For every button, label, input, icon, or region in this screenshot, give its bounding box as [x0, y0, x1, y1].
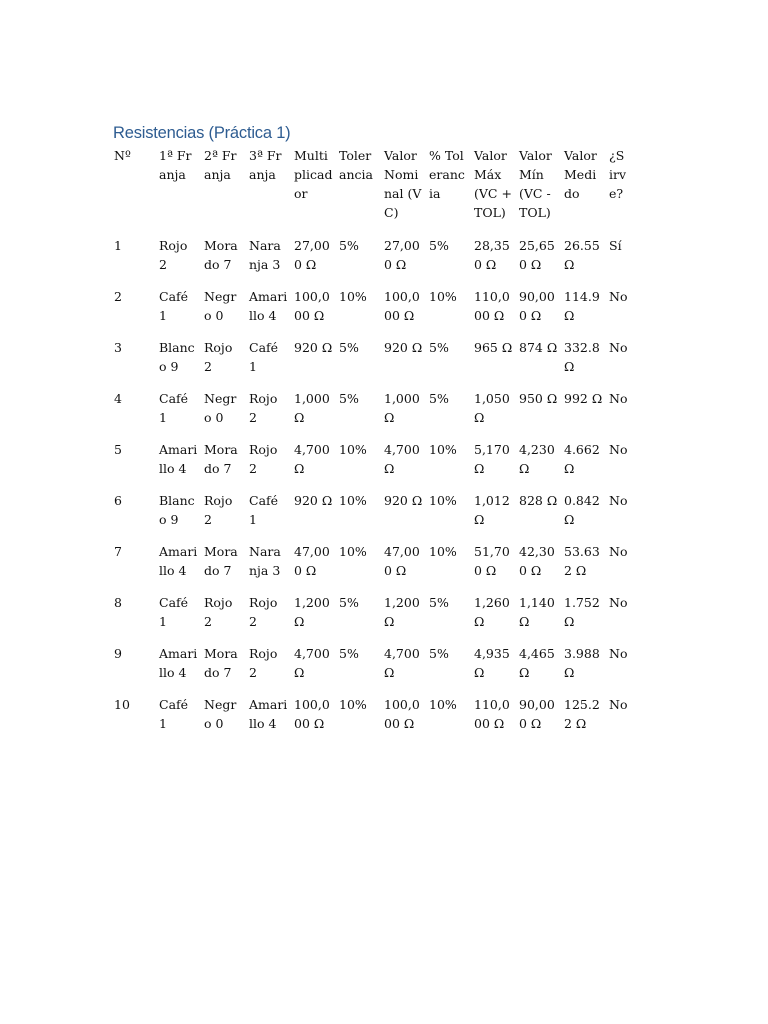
table-row — [110, 491, 630, 542]
cell-number: 5 — [114, 442, 122, 457]
table-row — [110, 695, 630, 746]
cell-measured-value: 53.632 Ω — [564, 544, 600, 578]
cell-band-2: Negro 0 — [204, 391, 237, 425]
cell-max-value: 51,700 Ω — [474, 544, 510, 578]
cell-band-3: Café 1 — [249, 493, 279, 527]
cell-band-3: Amarillo 4 — [249, 697, 288, 731]
cell-usable: No — [609, 595, 628, 610]
cell-nominal-value: 27,000 Ω — [384, 238, 420, 272]
table-row — [110, 593, 630, 644]
col-header-multiplier: Multiplicador — [294, 148, 333, 201]
cell-tolerance-percent: 10% — [429, 697, 457, 712]
cell-multiplier: 1,200 Ω — [294, 595, 330, 629]
cell-min-value: 1,140 Ω — [519, 595, 555, 629]
col-header-usable: ¿Sirve? — [609, 148, 627, 201]
cell-max-value: 1,050 Ω — [474, 391, 510, 425]
cell-multiplier: 100,000 Ω — [294, 289, 330, 323]
col-header-tolerance: Tolerancia — [339, 148, 373, 182]
col-header-tolerance-percent: % Tolerancia — [429, 148, 465, 201]
table-row — [110, 236, 630, 287]
cell-number: 6 — [114, 493, 122, 508]
cell-min-value: 90,000 Ω — [519, 289, 555, 323]
cell-measured-value: 114.9 Ω — [564, 289, 600, 323]
cell-usable: No — [609, 289, 628, 304]
cell-measured-value: 332.8 Ω — [564, 340, 600, 374]
cell-measured-value: 992 Ω — [564, 391, 603, 406]
cell-band-2: Rojo 2 — [204, 493, 233, 527]
cell-tolerance: 5% — [339, 595, 359, 610]
cell-usable: Sí — [609, 238, 622, 253]
cell-tolerance-percent: 5% — [429, 340, 449, 355]
page-title: Resistencias (Práctica 1) — [113, 124, 291, 142]
cell-measured-value: 3.988 Ω — [564, 646, 600, 680]
cell-band-1: Amarillo 4 — [159, 544, 198, 578]
cell-measured-value: 1.752 Ω — [564, 595, 600, 629]
cell-tolerance-percent: 5% — [429, 595, 449, 610]
cell-max-value: 1,012 Ω — [474, 493, 510, 527]
cell-band-2: Morado 7 — [204, 238, 238, 272]
cell-multiplier: 100,000 Ω — [294, 697, 330, 731]
resistors-table — [110, 146, 630, 746]
cell-multiplier: 920 Ω — [294, 340, 333, 355]
cell-band-1: Blanco 9 — [159, 493, 195, 527]
cell-measured-value: 0.842 Ω — [564, 493, 600, 527]
cell-min-value: 828 Ω — [519, 493, 558, 508]
cell-tolerance-percent: 5% — [429, 646, 449, 661]
cell-band-3: Naranja 3 — [249, 544, 281, 578]
cell-tolerance: 5% — [339, 646, 359, 661]
table-row — [110, 287, 630, 338]
cell-number: 4 — [114, 391, 122, 406]
cell-band-2: Negro 0 — [204, 697, 237, 731]
cell-usable: No — [609, 646, 628, 661]
cell-max-value: 110,000 Ω — [474, 697, 510, 731]
cell-usable: No — [609, 493, 628, 508]
cell-nominal-value: 47,000 Ω — [384, 544, 420, 578]
table-row — [110, 440, 630, 491]
cell-measured-value: 26.55 Ω — [564, 238, 600, 272]
cell-band-1: Café 1 — [159, 289, 189, 323]
cell-multiplier: 47,000 Ω — [294, 544, 330, 578]
cell-multiplier: 27,000 Ω — [294, 238, 330, 272]
table-header-row — [110, 146, 630, 236]
cell-max-value: 28,350 Ω — [474, 238, 510, 272]
cell-multiplier: 4,700 Ω — [294, 646, 330, 680]
cell-multiplier: 4,700 Ω — [294, 442, 330, 476]
col-header-max-value: Valor Máx (VC + TOL) — [474, 148, 512, 220]
cell-band-2: Morado 7 — [204, 442, 238, 476]
cell-tolerance-percent: 10% — [429, 442, 457, 457]
col-header-band-2: 2ª Franja — [204, 148, 237, 182]
cell-usable: No — [609, 544, 628, 559]
col-header-min-value: Valor Mín (VC - TOL) — [519, 148, 552, 220]
cell-band-3: Amarillo 4 — [249, 289, 288, 323]
cell-nominal-value: 1,000 Ω — [384, 391, 420, 425]
cell-nominal-value: 920 Ω — [384, 340, 423, 355]
cell-band-2: Morado 7 — [204, 646, 238, 680]
cell-band-1: Blanco 9 — [159, 340, 195, 374]
cell-min-value: 25,650 Ω — [519, 238, 555, 272]
cell-tolerance: 10% — [339, 544, 367, 559]
cell-number: 7 — [114, 544, 122, 559]
cell-band-1: Amarillo 4 — [159, 646, 198, 680]
cell-tolerance-percent: 10% — [429, 544, 457, 559]
cell-nominal-value: 920 Ω — [384, 493, 423, 508]
cell-tolerance-percent: 10% — [429, 493, 457, 508]
cell-band-1: Rojo 2 — [159, 238, 188, 272]
cell-min-value: 4,230 Ω — [519, 442, 555, 476]
cell-number: 10 — [114, 697, 130, 712]
cell-max-value: 965 Ω — [474, 340, 513, 355]
cell-nominal-value: 4,700 Ω — [384, 442, 420, 476]
cell-number: 8 — [114, 595, 122, 610]
cell-band-2: Rojo 2 — [204, 340, 233, 374]
cell-min-value: 42,300 Ω — [519, 544, 555, 578]
cell-number: 2 — [114, 289, 122, 304]
col-header-band-3: 3ª Franja — [249, 148, 282, 182]
cell-band-3: Rojo 2 — [249, 442, 278, 476]
cell-measured-value: 4.662 Ω — [564, 442, 600, 476]
table-row — [110, 389, 630, 440]
cell-max-value: 5,170 Ω — [474, 442, 510, 476]
cell-band-2: Morado 7 — [204, 544, 238, 578]
cell-band-2: Negro 0 — [204, 289, 237, 323]
cell-max-value: 4,935 Ω — [474, 646, 510, 680]
cell-tolerance-percent: 10% — [429, 289, 457, 304]
cell-band-3: Rojo 2 — [249, 595, 278, 629]
cell-number: 3 — [114, 340, 122, 355]
cell-nominal-value: 100,000 Ω — [384, 697, 420, 731]
cell-band-1: Café 1 — [159, 391, 189, 425]
cell-tolerance: 5% — [339, 391, 359, 406]
cell-band-3: Café 1 — [249, 340, 279, 374]
cell-band-1: Café 1 — [159, 595, 189, 629]
cell-max-value: 110,000 Ω — [474, 289, 510, 323]
cell-usable: No — [609, 391, 628, 406]
cell-tolerance-percent: 5% — [429, 391, 449, 406]
cell-band-3: Rojo 2 — [249, 391, 278, 425]
cell-nominal-value: 1,200 Ω — [384, 595, 420, 629]
cell-band-1: Amarillo 4 — [159, 442, 198, 476]
cell-tolerance: 10% — [339, 442, 367, 457]
cell-usable: No — [609, 697, 628, 712]
cell-tolerance: 10% — [339, 289, 367, 304]
cell-tolerance: 10% — [339, 493, 367, 508]
cell-min-value: 4,465 Ω — [519, 646, 555, 680]
cell-tolerance: 5% — [339, 340, 359, 355]
cell-band-3: Rojo 2 — [249, 646, 278, 680]
cell-tolerance-percent: 5% — [429, 238, 449, 253]
col-header-number: Nº — [114, 148, 131, 163]
cell-measured-value: 125.22 Ω — [564, 697, 600, 731]
cell-number: 9 — [114, 646, 122, 661]
cell-min-value: 90,000 Ω — [519, 697, 555, 731]
cell-min-value: 874 Ω — [519, 340, 558, 355]
cell-number: 1 — [114, 238, 122, 253]
cell-band-1: Café 1 — [159, 697, 189, 731]
table-row — [110, 338, 630, 389]
cell-min-value: 950 Ω — [519, 391, 558, 406]
cell-tolerance: 10% — [339, 697, 367, 712]
col-header-band-1: 1ª Franja — [159, 148, 192, 182]
table-row — [110, 542, 630, 593]
cell-band-3: Naranja 3 — [249, 238, 281, 272]
cell-multiplier: 920 Ω — [294, 493, 333, 508]
cell-band-2: Rojo 2 — [204, 595, 233, 629]
table-row — [110, 644, 630, 695]
cell-usable: No — [609, 340, 628, 355]
cell-nominal-value: 100,000 Ω — [384, 289, 420, 323]
cell-usable: No — [609, 442, 628, 457]
cell-multiplier: 1,000 Ω — [294, 391, 330, 425]
col-header-measured-value: Valor Medido — [564, 148, 597, 201]
cell-tolerance: 5% — [339, 238, 359, 253]
cell-nominal-value: 4,700 Ω — [384, 646, 420, 680]
cell-max-value: 1,260 Ω — [474, 595, 510, 629]
col-header-nominal-value: Valor Nominal (VC) — [384, 148, 422, 220]
